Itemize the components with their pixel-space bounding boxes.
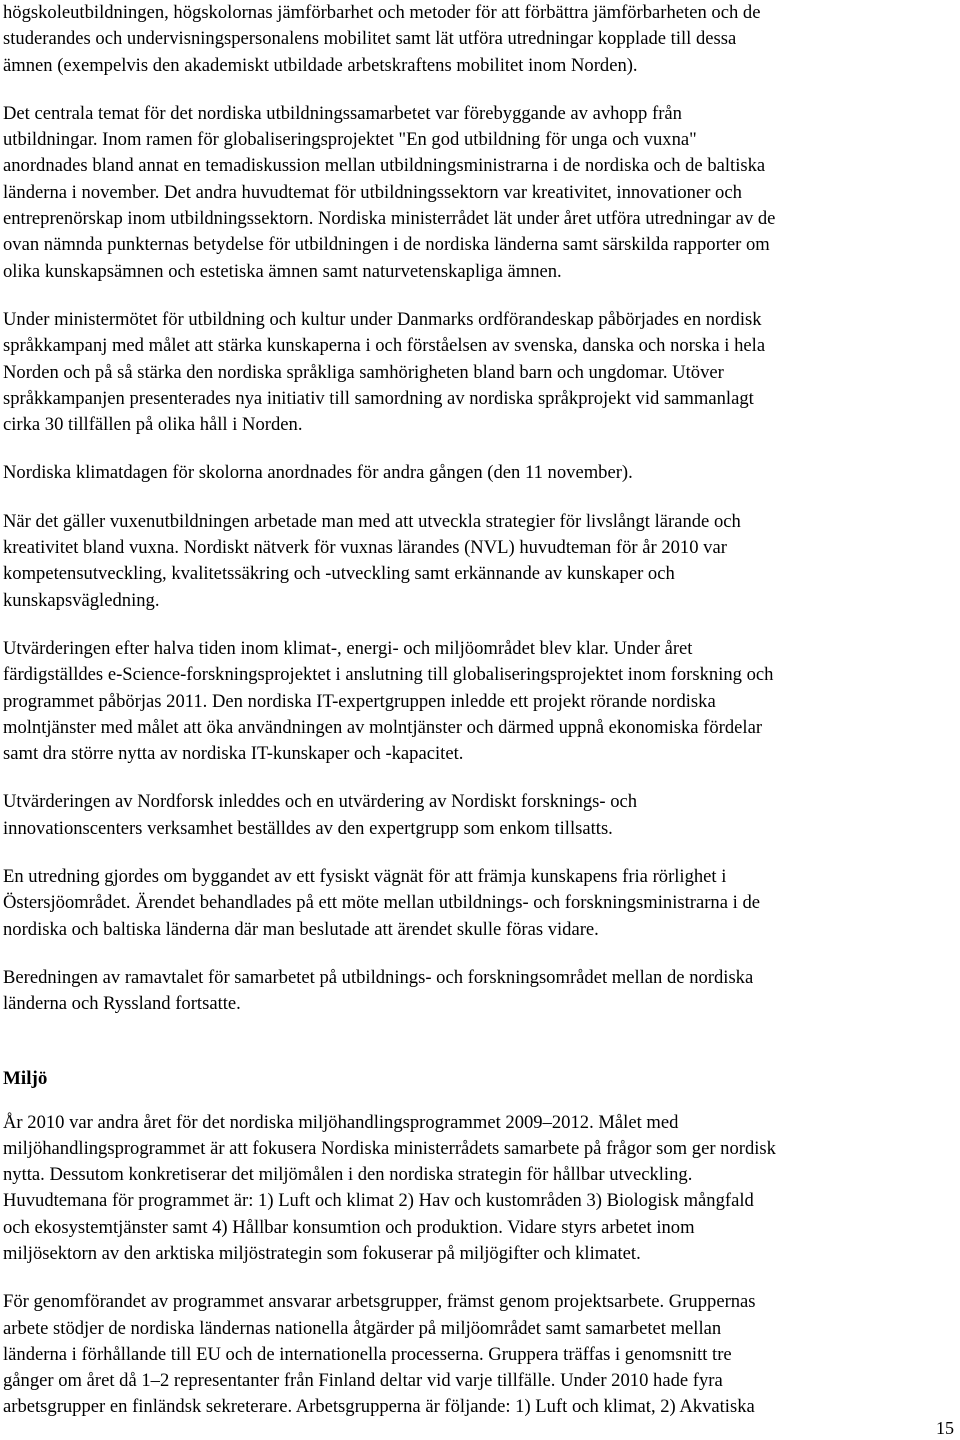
text-line: högskoleutbildningen, högskolornas jämförbarhet och metoder för att förbättra jämförbarheten och de [3,2,761,23]
page-number: 15 [936,1418,954,1438]
paragraph [3,101,953,285]
text-line: Utvärderingen av Nordforsk inleddes och en utvärdering av Nordiskt forsknings- och [3,791,638,813]
paragraph [3,965,953,1018]
paragraph-gap [3,285,953,307]
text-line: För genomförandet av programmet ansvarar arbetsgrupper, främst genom projektsarbete. Gruppernas [3,1291,756,1313]
text-line: kompetensutveckling, kvalitetssäkring och -utveckling samt erkännande av kunskaper och [3,563,675,585]
text-line: arbetsgrupper en finländsk sekreterare. Arbetsgrupperna är följande: 1) Luft och klimat, 2) Akvatiska [3,1396,755,1418]
text-line: språkkampanjen presenterades nya initiativ till samordning av nordiska språkprojekt vid sammanlagt [3,387,754,409]
text-line: miljösektorn av den arktiska miljöstrategin som fokuserar på miljögifter och klimatet. [3,1242,641,1264]
text-line: entreprenörskap inom utbildningssektorn. Nordiska ministerrådet lät under året utföra utredningar av de [3,208,776,230]
text-line: Utvärderingen efter halva tiden inom klimat-, energi- och miljöområdet blev klar. Under året [3,637,693,659]
paragraph [3,1289,953,1420]
document-page [3,0,953,1421]
text-line: arbete stödjer de nordiska ländernas nationella åtgärder på miljöområdet samt samarbetet mellan [3,1317,722,1339]
text-line: Det centrala temat för det nordiska utbildningssamarbetet var förebyggande av avhopp från [3,102,682,124]
text-line: Under ministermötet för utbildning och kultur under Danmarks ordförandeskap påbörjades en nordisk [3,308,762,330]
text-line: länderna och Ryssland fortsatte. [3,993,241,1015]
text-line: År 2010 var andra året för det nordiska miljöhandlingsprogrammet 2009–2012. Målet med [3,1111,679,1133]
text-line: cirka 30 tillfällen på olika håll i Norden. [3,414,303,436]
text-line: nytta. Dessutom konkretiserar det miljömålen i den nordiska strategin för hållbar utveckling. [3,1164,693,1186]
text-line: Nordiska klimatdagen för skolorna anordnades för andra gången (den 11 november). [3,462,633,484]
paragraph-gap [3,1092,953,1110]
paragraph [3,307,953,438]
text-line: När det gäller vuxenutbildningen arbetade man med att utveckla strategier för livslångt lärande och [3,510,741,532]
text-line: kunskapsvägledning. [3,589,160,611]
text-line: språkkampanj med målet att stärka kunskaperna i och förståelsen av svenska, danska och norska i hela [3,335,766,357]
paragraph-gap [3,767,953,789]
paragraph [3,636,953,767]
paragraph-gap [3,1267,953,1289]
text-line: gånger om året då 1–2 representanter från Finland deltar vid varje tillfälle. Under 2010 hade fyra [3,1370,723,1392]
text-line: ovan nämnda punkternas betydelse för utbildningen i de nordiska länderna samt särskilda rapporter om [3,234,770,256]
text-line: olika kunskapsämnen och estetiska ämnen samt naturvetenskapliga ämnen. [3,260,562,282]
text-line: Norden och på så stärka den nordiska språkliga samhörigheten bland barn och ungdomar. Utöver [3,361,724,383]
text-line: studerandes och undervisningspersonalens mobilitet samt lät utföra utredningar kopplade till dessa [3,28,737,50]
text-line: Beredningen av ramavtalet för samarbetet på utbildnings- och forskningsområdet mellan de nordiska [3,966,754,988]
paragraph [3,460,953,486]
paragraph [3,509,953,614]
paragraph-gap [3,943,953,965]
paragraph [3,0,953,79]
text-line: färdigställdes e-Science-forskningsprojektet i anslutning till globaliseringsprojektet inom forskning och [3,664,774,686]
paragraph-gap [3,79,953,101]
text-line: innovationscenters verksamhet beställdes av den expertgrupp som enkom tillsatts. [3,817,613,839]
text-line: samt dra större nytta av nordiska IT-kunskaper och -kapacitet. [3,743,464,765]
text-line: nordiska och baltiska länderna där man beslutade att ärendet skulle föras vidare. [3,918,599,940]
text-line: kreativitet bland vuxna. Nordiskt nätverk för vuxnas lärandes (NVL) huvudteman för år 2010 var [3,537,727,559]
paragraph [3,789,953,842]
text-line: ämnen (exempelvis den akademiskt utbildade arbetskraftens mobilitet inom Norden). [3,54,638,76]
text-line: miljöhandlingsprogrammet är att fokusera Nordiska ministerrådets samarbete på frågor som ger nordisk [3,1137,776,1159]
paragraph-gap [3,614,953,636]
paragraph [3,1110,953,1268]
paragraph [3,864,953,943]
paragraph-gap [3,487,953,509]
text-line: programmet påbörjas 2011. Den nordiska IT-expertgruppen inledde ett projekt rörande nordiska [3,690,716,712]
text-line: Huvudtemana för programmet är: 1) Luft och klimat 2) Hav och kustområden 3) Biologisk mångfald [3,1190,754,1212]
text-line: länderna i förhållande till EU och de internationella processerna. Gruppera träffas i genomsnitt tre [3,1343,732,1365]
text-line: molntjänster med målet att öka användningen av molntjänster och därmed uppnå ekonomiska fördelar [3,716,763,738]
paragraph-gap [3,842,953,864]
section-heading: Miljö [3,1067,48,1089]
text-line: och ekosystemtjänster samt 4) Hållbar konsumtion och produktion. Vidare styrs arbetet inom [3,1216,695,1238]
text-line: Östersjöområdet. Ärendet behandlades på ett möte mellan utbildnings- och forskningsministrarna i de [3,892,760,914]
text-line: utbildningar. Inom ramen för globaliseringsprojektet "En god utbildning för unga och vuxna" [3,129,697,151]
text-line: En utredning gjordes om byggandet av ett fysiskt vägnät för att främja kunskapens fria rörlighet i [3,866,727,888]
text-line: länderna i november. Det andra huvudtemat för utbildningssektorn var kreativitet, innovationer och [3,181,742,203]
paragraph-gap [3,438,953,460]
paragraph-gap [3,1018,953,1066]
text-line: anordnades bland annat en temadiskussion mellan utbildningsministrarna i de nordiska och de baltiska [3,155,766,177]
